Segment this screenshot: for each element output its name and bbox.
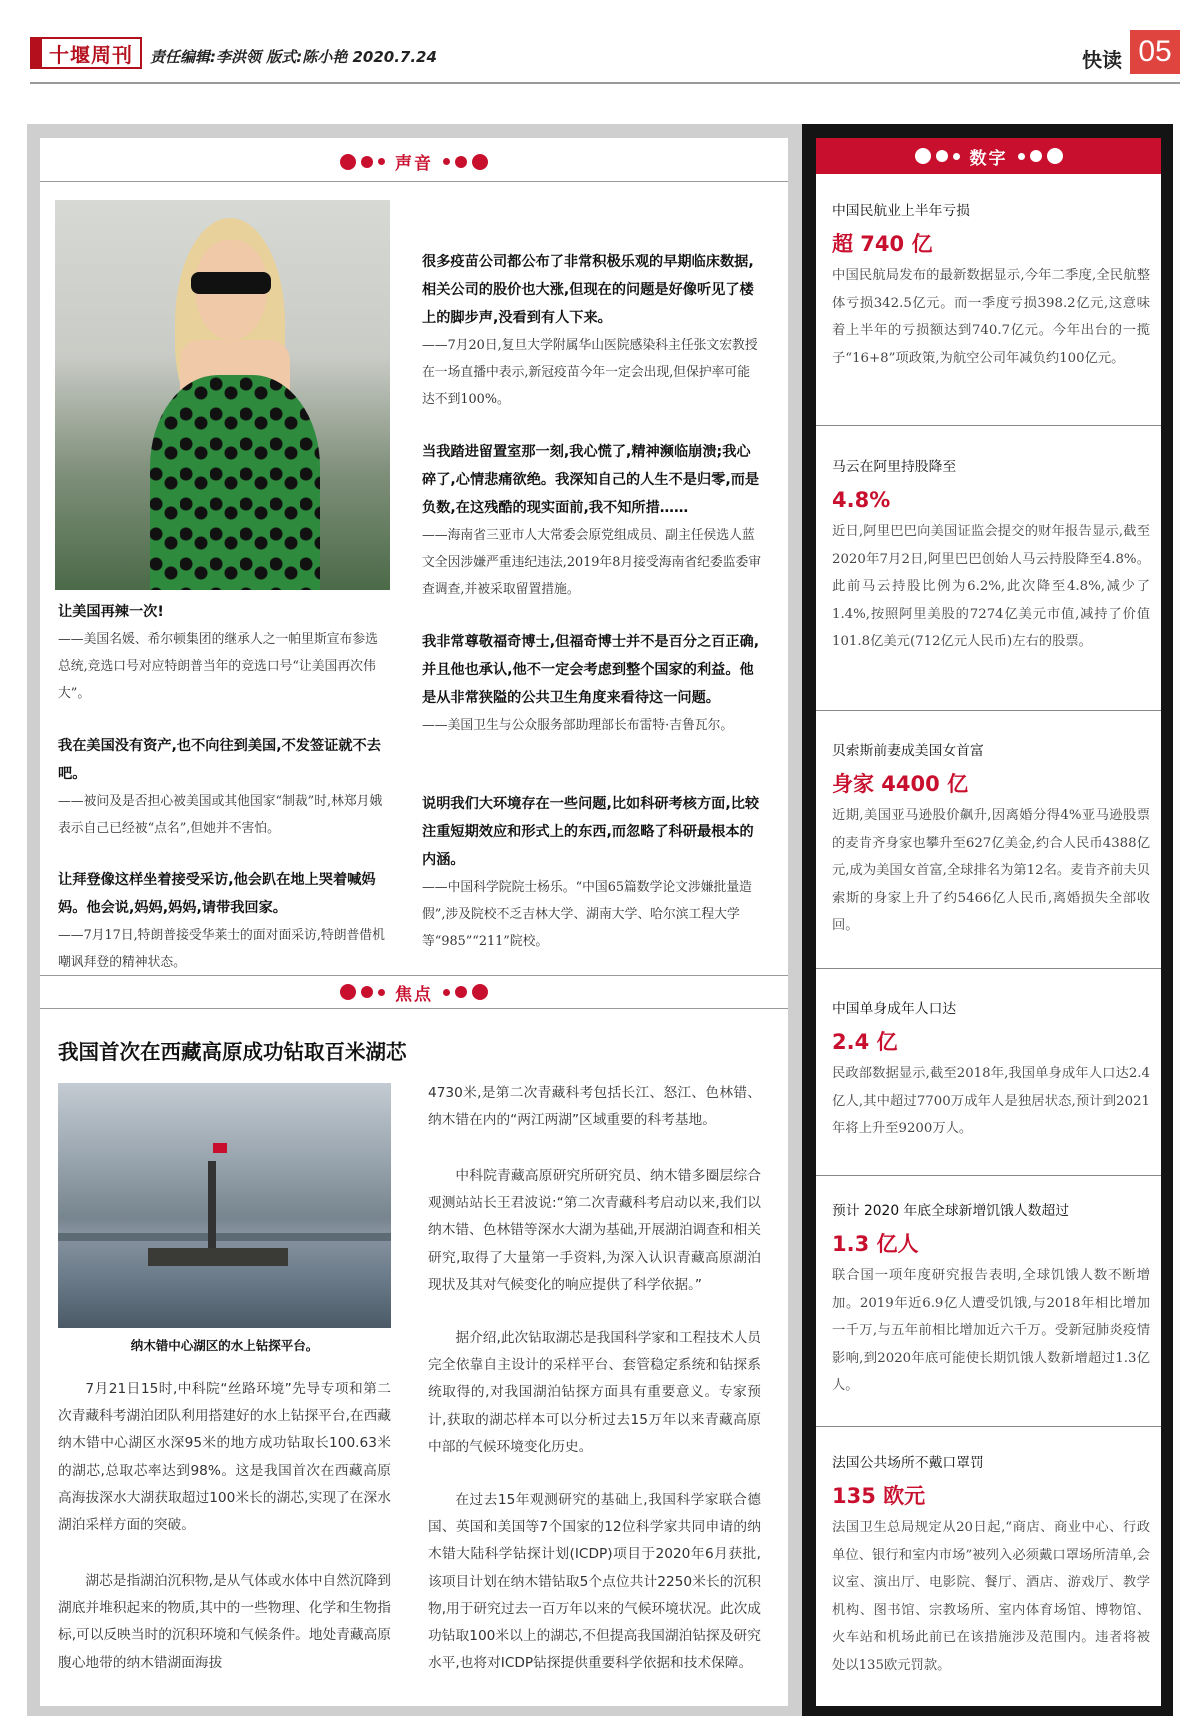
article-paragraph: 中科院青藏高原研究所研究员、纳木错多圈层综合观测站站长王君波说:“第二次青藏科考启动以来,我们以纳木错、色林错等深水大湖为基础,开展湖泊调查和相关研究,取得了大量第一手资料,为深入认识青藏高原湖泊现状及其对气候变化的响应提供了科学依据。”: [428, 1168, 761, 1293]
article-paragraph: 4730米,是第二次青藏科考包括长江、怒江、色林错、纳木错在内的“两江两湖”区域重要的科考基地。: [428, 1085, 761, 1129]
number-item: [832, 1200, 1150, 1400]
number-desc: 近日,阿里巴巴向美国证监会提交的财年报告显示,截至2020年7月2日,阿里巴巴创始人马云持股降至4.8%。此前马云持股比例为6.2%,此次降至4.8%,减少了1.4%,按照阿里美股的7274亿美元市值,减持了价值101.8亿美元(712亿元人民币)左右的股票。: [832, 524, 1150, 649]
numbers-section-title: 数字: [969, 148, 1008, 169]
item-divider: [816, 425, 1161, 426]
number-value: 2.4 亿: [832, 1030, 898, 1054]
number-value: 1.3 亿人: [832, 1232, 919, 1256]
quote-text: 很多疫苗公司都公布了非常积极乐观的早期临床数据,相关公司的股价也大涨,但现在的问题是好像听见了楼上的脚步声,没看到有人下来。: [422, 254, 754, 326]
page-number: 05: [1130, 30, 1180, 74]
dots-left-icon: [340, 984, 385, 1000]
number-label: 中国民航业上半年亏损: [832, 203, 970, 219]
quote-block: [58, 732, 388, 842]
quote-block: [422, 248, 762, 413]
page-header: [0, 0, 1200, 84]
number-item: [832, 740, 1150, 940]
quote-block: [58, 598, 388, 707]
number-item: [832, 998, 1150, 1143]
article-paragraph: 据介绍,此次钻取湖芯是我国科学家和工程技术人员完全依靠自主设计的采样平台、套管稳定系统和钻探系统取得的,对我国湖泊钻探方面具有重要意义。专家预计,获取的湖芯样本可以分析过去15万年以来青藏高原中部的气候环境变化历史。: [428, 1330, 761, 1455]
number-value: 135 欧元: [832, 1484, 926, 1508]
quote-text: 说明我们大环境存在一些问题,比如科研考核方面,比较注重短期效应和形式上的东西,而忽略了科研最根本的内涵。: [422, 796, 760, 868]
quote-source: ——被问及是否担心被美国或其他国家“制裁”时,林郑月娥表示自己已经被“点名”,但她并不害怕。: [58, 794, 383, 836]
quote-source: ——7月17日,特朗普接受华莱士的面对面采访,特朗普借机嘲讽拜登的精神状态。: [58, 928, 385, 970]
item-divider: [816, 1175, 1161, 1176]
quote-text: 让拜登像这样坐着接受采访,他会趴在地上哭着喊妈妈。他会说,妈妈,妈妈,请带我回家。: [58, 872, 376, 916]
number-label: 马云在阿里持股降至: [832, 459, 957, 475]
photo-caption: 纳木错中心湖区的水上钻探平台。: [130, 1338, 319, 1353]
quote-source: ——美国卫生与公众服务部助理部长布雷特·吉鲁瓦尔。: [422, 718, 734, 733]
number-label: 贝索斯前妻成美国女首富: [832, 743, 984, 759]
number-desc: 法国卫生总局规定从20日起,“商店、商业中心、行政单位、银行和室内市场”被列入必须戴口罩场所清单,会议室、演出厅、电影院、餐厅、酒店、游戏厅、教学机构、图书馆、宗教场所、室内体育场馆、博物馆、火车站和机场此前已在该措施涉及范围内。违者将被处以135欧元罚款。: [832, 1520, 1150, 1673]
item-divider: [816, 968, 1161, 969]
quote-block: [422, 628, 762, 739]
quote-text: 当我踏进留置室那一刻,我心慌了,精神濒临崩溃;我心碎了,心情悲痛欲绝。我深知自己的人生不是归零,而是负数,在这残酷的现实面前,我不知所措……: [422, 444, 760, 516]
number-item: [832, 1452, 1150, 1679]
focus-section-title: 焦点: [395, 984, 433, 1005]
editor-line: 责任编辑:李洪领 版式:陈小艳 2020.7.24: [150, 48, 437, 66]
quote-source: ——海南省三亚市人大常委会原党组成员、副主任侯选人蓝文全因涉嫌严重违纪违法,2019年8月接受海南省纪委监委审查调查,并被采取留置措施。: [422, 528, 762, 597]
article-headline: 我国首次在西藏高原成功钻取百米湖芯: [58, 1040, 407, 1064]
dots-right-icon: [443, 154, 488, 170]
quote-text: 让美国再辣一次!: [58, 604, 164, 620]
number-value: 4.8%: [832, 488, 891, 512]
article-paragraph: 在过去15年观测研究的基础上,我国科学家联合德国、英国和美国等7个国家的12位科学家共同申请的纳木错大陆科学钻探计划(ICDP)项目于2020年6月获批,该项目计划在纳木错钻取5个点位共计2250米长的沉积物,用于研究过去一百万年以来的气候环境状况。此次成功钻取100米以上的湖芯,不但提高我国湖泊钻探及研究水平,也将对ICDP钻探提供重要科学依据和技术保障。: [428, 1492, 761, 1672]
number-item: [832, 200, 1150, 372]
dots-left-icon: [915, 148, 960, 164]
quote-source: ——中国科学院院士杨乐。“中国65篇数学论文涉嫌批量造假”,涉及院校不乏吉林大学、湖南大学、哈尔滨工程大学等“985”“211”院校。: [422, 880, 752, 949]
quote-block: [58, 866, 388, 976]
focus-section-bar: [40, 975, 788, 1009]
voice-section-bar: [40, 142, 788, 182]
number-value: 超 740 亿: [832, 232, 933, 256]
number-desc: 中国民航局发布的最新数据显示,今年二季度,全民航整体亏损342.5亿元。而一季度亏损398.2亿元,这意味着上半年的亏损额达到740.7亿元。今年出台的一揽子“16+8”项政策,为航空公司年减负约100亿元。: [832, 268, 1150, 366]
number-value: 身家 4400 亿: [832, 772, 969, 796]
quote-source: ——美国名媛、希尔顿集团的继承人之一帕里斯宣布参选总统,竞选口号对应特朗普当年的竞选口号“让美国再次伟大”。: [58, 632, 378, 701]
item-divider: [816, 710, 1161, 711]
logo-bar: [32, 39, 42, 67]
quote-text: 我在美国没有资产,也不向往到美国,不发签证就不去吧。: [58, 738, 381, 782]
number-desc: 民政部数据显示,截至2018年,我国单身成年人口达2.4亿人,其中超过7700万成年人是独居状态,预计到2021年将上升至9200万人。: [832, 1066, 1150, 1136]
newspaper-logo: [30, 37, 142, 69]
quote-block: [422, 438, 762, 603]
number-item: [832, 456, 1150, 656]
number-label: 预计 2020 年底全球新增饥饿人数超过: [832, 1203, 1070, 1219]
voice-section-title: 声音: [395, 154, 433, 174]
number-label: 法国公共场所不戴口罩罚: [832, 1455, 984, 1471]
number-desc: 联合国一项年度研究报告表明,全球饥饿人数不断增加。2019年近6.9亿人遭受饥饿,与2018年相比增加一千万,与五年前相比增加近六千万。受新冠肺炎疫情影响,到2020年底可能使长期饥饿人数新增超过1.3亿人。: [832, 1268, 1150, 1393]
logo-text: 十堰周刊: [49, 42, 133, 67]
quote-text: 我非常尊敬福奇博士,但福奇博士并不是百分之百正确,并且他也承认,他不一定会考虑到整个国家的利益。他是从非常狭隘的公共卫生角度来看待这一问题。: [422, 634, 760, 706]
dots-right-icon: [443, 984, 488, 1000]
article-paragraph: 7月21日15时,中科院“丝路环境”先导专项和第二次青藏科考湖泊团队利用搭建好的水上钻探平台,在西藏纳木错中心湖区水深95米的地方成功钻取长100.63米的湖芯,总取芯率达到98%。这是我国首次在西藏高原高海拔深水大湖获取超过100米长的湖芯,实现了在深水湖泊采样方面的突破。: [58, 1381, 391, 1534]
dots-left-icon: [340, 154, 385, 170]
numbers-section-bar: [816, 138, 1161, 174]
paris-hilton-photo: [55, 200, 390, 590]
lake-drilling-photo: [58, 1083, 391, 1328]
quote-block: [422, 790, 762, 955]
number-desc: 近期,美国亚马逊股价飙升,因离婚分得4%亚马逊股票的麦肯齐身家也攀升至627亿美金,约合人民币4388亿元,成为美国女首富,全球排名为第12名。麦肯齐前夫贝索斯的身家上升了约5466亿人民币,离婚损失全部收回。: [832, 808, 1150, 933]
quote-source: ——7月20日,复旦大学附属华山医院感染科主任张文宏教授在一场直播中表示,新冠疫苗今年一定会出现,但保护率可能达不到100%。: [422, 338, 758, 407]
article-paragraph: 湖芯是指湖泊沉积物,是从气体或水体中自然沉降到湖底并堆积起来的物质,其中的一些物理、化学和生物指标,可以反映当时的沉积环境和气候条件。地处青藏高原腹心地带的纳木错湖面海拔: [58, 1573, 391, 1671]
number-label: 中国单身成年人口达: [832, 1001, 957, 1017]
header-divider: [30, 82, 1180, 84]
section-label: 快读: [1082, 48, 1122, 72]
item-divider: [816, 1426, 1161, 1427]
dots-right-icon: [1018, 148, 1063, 164]
